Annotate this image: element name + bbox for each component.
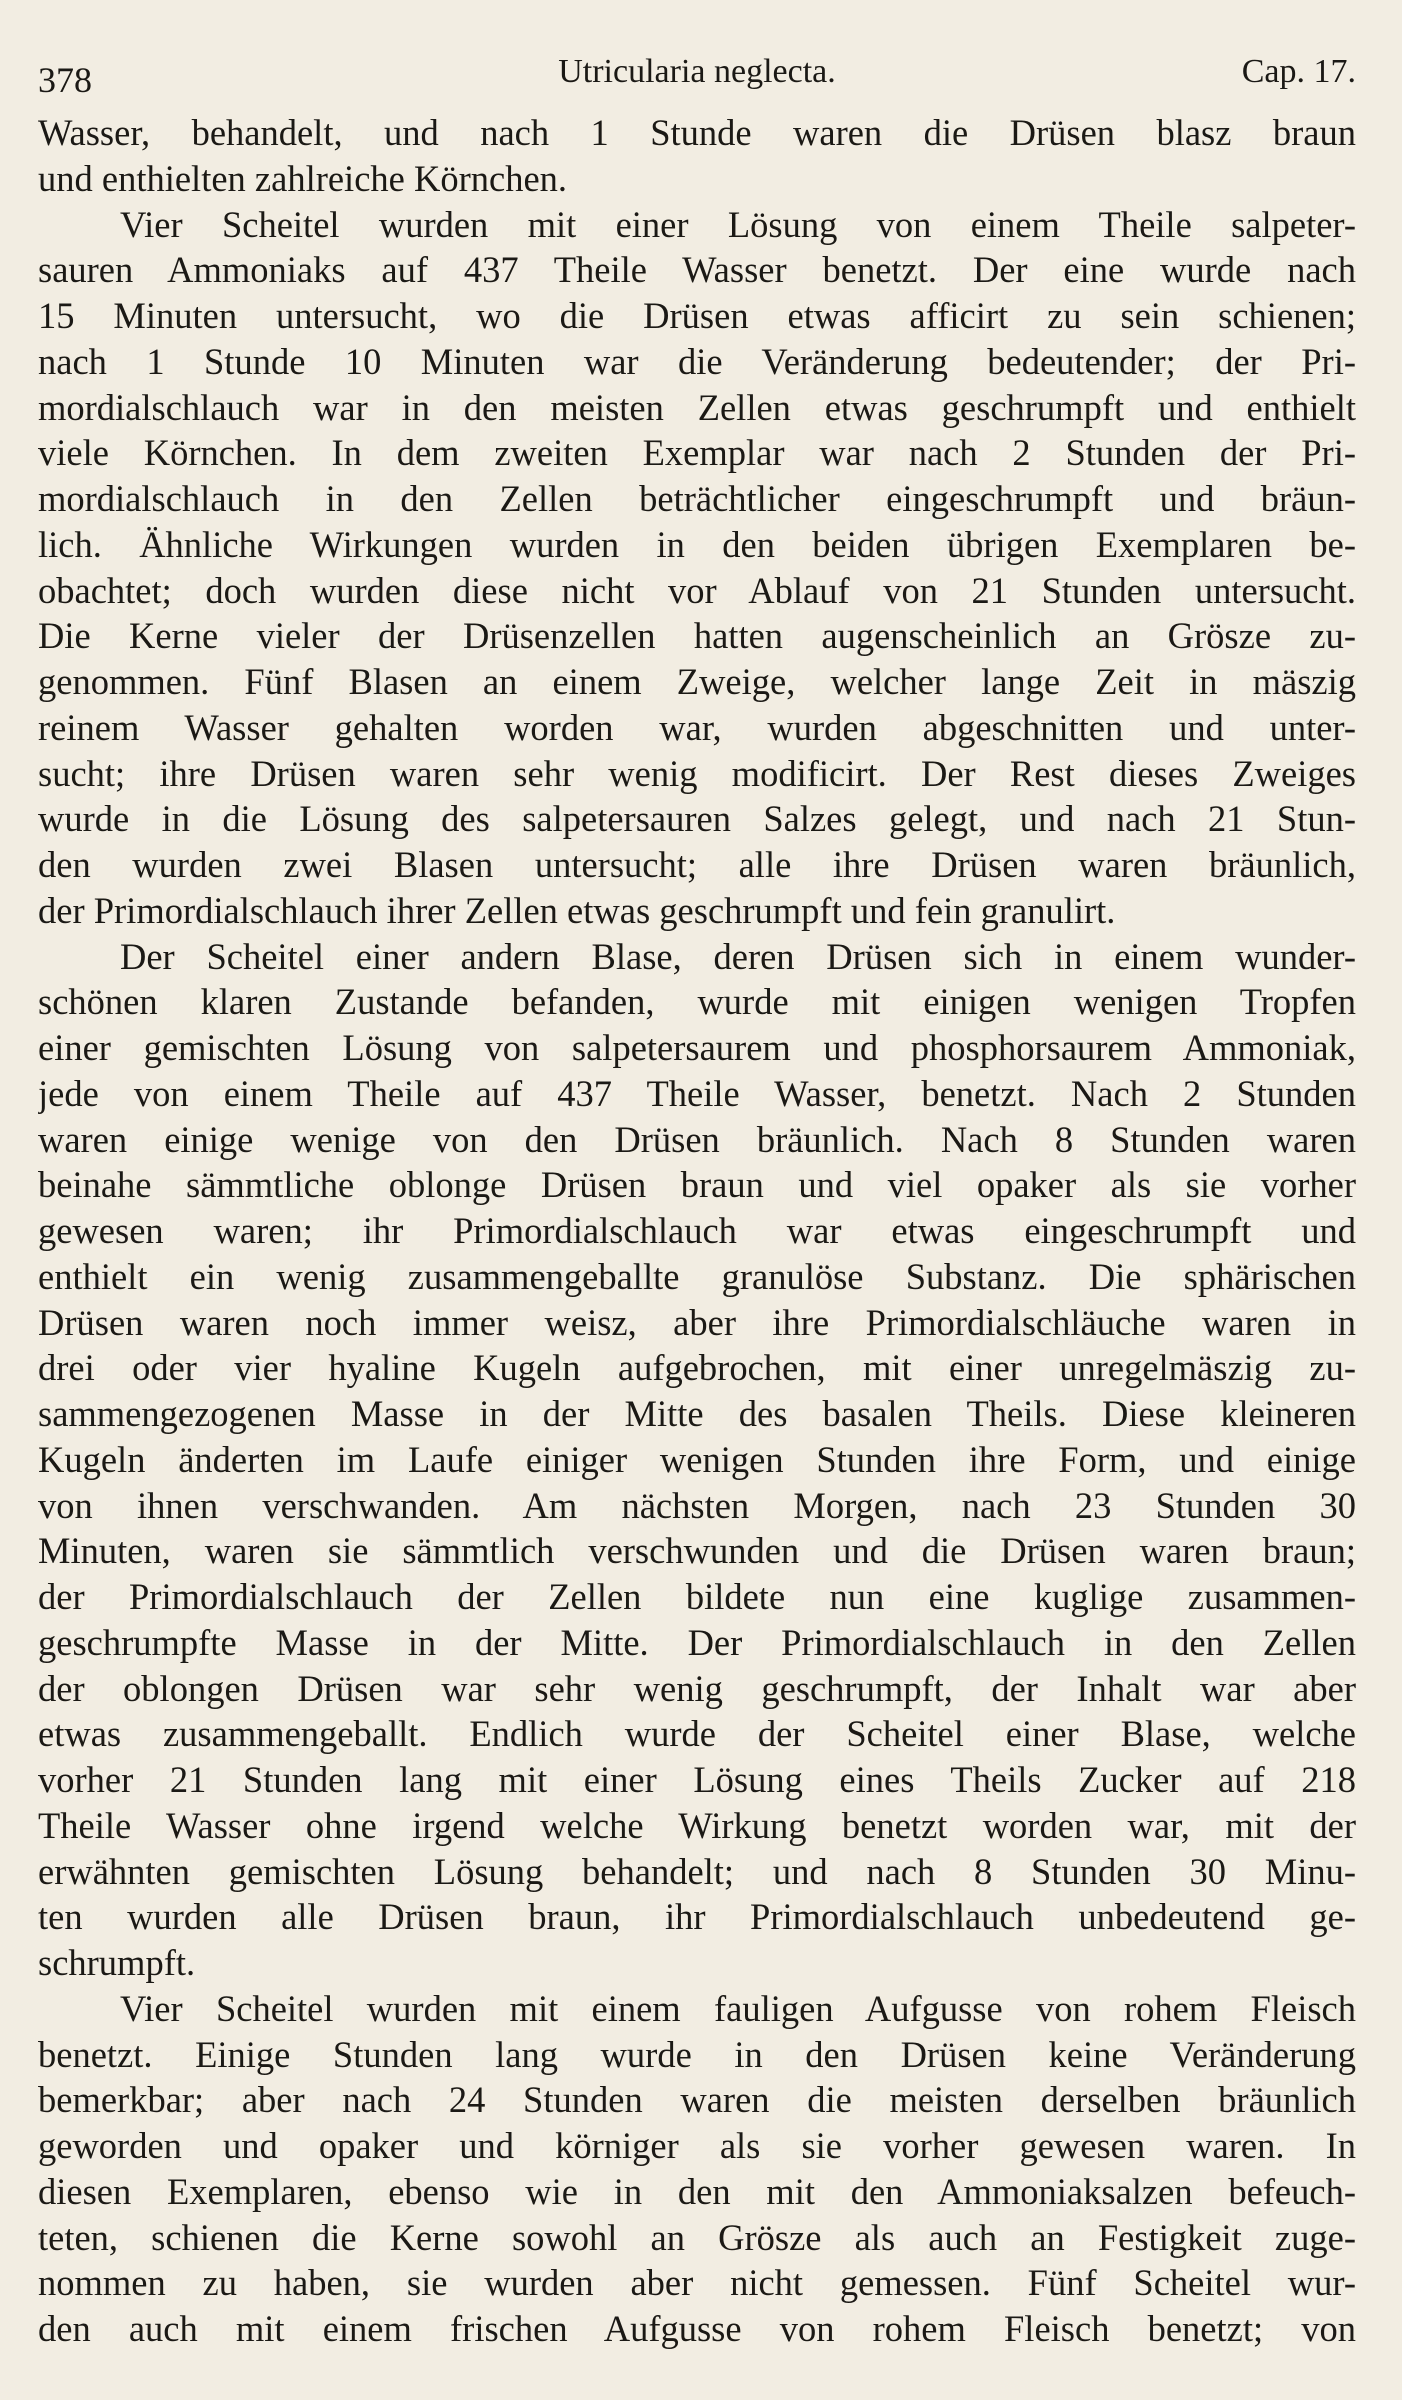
text-line: sammengezogenen Masse in der Mitte des basalen Theils. Diese kleineren — [38, 1393, 1356, 1434]
text-line: Vier Scheitel wurden mit einem fauligen Aufgusse von rohem Fleisch — [120, 1987, 1356, 2029]
text-line: Kugeln änderten im Laufe einiger wenigen Stunden ihre Form, und einige — [38, 1438, 1356, 1480]
text-line: beinahe sämmtliche oblonge Drüsen braun und viel opaker als sie vorher — [38, 1164, 1356, 1206]
text-line: schönen klaren Zustande befanden, wurde mit einigen wenigen Tropfen — [38, 981, 1356, 1023]
text-line: nommen zu haben, sie wurden aber nicht gemessen. Fünf Scheitel wur- — [38, 2262, 1356, 2304]
text-line: gewesen waren; ihr Primordialschlauch war etwas eingeschrumpft und — [38, 1210, 1356, 1251]
text-line: sauren Ammoniaks auf 437 Theile Wasser benetzt. Der eine wurde nach — [38, 249, 1356, 291]
text-line: geworden und opaker und körniger als sie vorher gewesen waren. In — [38, 2125, 1356, 2166]
text-line: lich. Ähnliche Wirkungen wurden in den beiden übrigen Exemplaren be- — [38, 523, 1356, 565]
text-line: Theile Wasser ohne irgend welche Wirkung benetzt worden war, mit der — [38, 1804, 1356, 1846]
text-line: mordialschlauch in den Zellen beträchtlicher eingeschrumpft und bräun- — [38, 478, 1356, 519]
page-number: 378 — [38, 60, 92, 100]
body-text — [38, 110, 1356, 2352]
text-line: und enthielten zahlreiche Körnchen. — [38, 157, 568, 199]
text-line: Die Kerne vieler der Drüsenzellen hatten augenscheinlich an Grösze zu- — [38, 615, 1356, 657]
text-line: geschrumpfte Masse in der Mitte. Der Primordialschlauch in den Zellen — [38, 1621, 1356, 1663]
text-line: Vier Scheitel wurden mit einer Lösung von einem Theile salpeter- — [120, 203, 1356, 245]
running-title: Utricularia neglecta. — [558, 53, 836, 90]
text-line: bemerkbar; aber nach 24 Stunden waren die meisten derselben bräunlich — [38, 2079, 1356, 2121]
page-header — [38, 48, 1356, 110]
text-line: genommen. Fünf Blasen an einem Zweige, welcher lange Zeit in mäszig — [38, 661, 1356, 702]
text-line: drei oder vier hyaline Kugeln aufgebrochen, mit einer unregelmäszig zu- — [38, 1347, 1356, 1389]
text-line: wurde in die Lösung des salpetersauren Salzes gelegt, und nach 21 Stun- — [38, 798, 1356, 840]
text-line: jede von einem Theile auf 437 Theile Wasser, benetzt. Nach 2 Stunden — [38, 1072, 1356, 1114]
text-line: viele Körnchen. In dem zweiten Exemplar war nach 2 Stunden der Pri- — [38, 432, 1356, 474]
text-line: den wurden zwei Blasen untersucht; alle ihre Drüsen waren bräunlich, — [38, 844, 1356, 885]
text-line: diesen Exemplaren, ebenso wie in den mit den Ammoniaksalzen befeuch- — [38, 2170, 1356, 2212]
text-line: von ihnen verschwanden. Am nächsten Morgen, nach 23 Stunden 30 — [38, 1484, 1356, 1526]
text-line: reinem Wasser gehalten worden war, wurden abgeschnitten und unter- — [38, 706, 1356, 748]
text-line: einer gemischten Lösung von salpetersaurem und phosphorsaurem Ammoniak, — [38, 1027, 1356, 1068]
text-line: Drüsen waren noch immer weisz, aber ihre Primordialschläuche waren in — [38, 1301, 1356, 1343]
text-line: erwähnten gemischten Lösung behandelt; und nach 8 Stunden 30 Minu- — [38, 1850, 1356, 1892]
text-line: benetzt. Einige Stunden lang wurde in den Drüsen keine Veränderung — [38, 2033, 1356, 2075]
text-line: enthielt ein wenig zusammengeballte granulöse Substanz. Die sphärischen — [38, 1255, 1356, 1297]
text-line: der Primordialschlauch ihrer Zellen etwas geschrumpft und fein granulirt. — [38, 889, 1116, 931]
text-line: waren einige wenige von den Drüsen bräunlich. Nach 8 Stunden waren — [38, 1118, 1356, 1160]
text-line: nach 1 Stunde 10 Minuten war die Veränderung bedeutender; der Pri- — [38, 340, 1356, 382]
text-line: Der Scheitel einer andern Blase, deren Drüsen sich in einem wunder- — [120, 935, 1356, 977]
text-line: sucht; ihre Drüsen waren sehr wenig modificirt. Der Rest dieses Zweiges — [38, 752, 1356, 794]
text-line: Minuten, waren sie sämmtlich verschwunden und die Drüsen waren braun; — [38, 1530, 1356, 1572]
text-line: mordialschlauch war in den meisten Zellen etwas geschrumpft und enthielt — [38, 386, 1356, 428]
text-line: den auch mit einem frischen Aufgusse von rohem Fleisch benetzt; von — [38, 2308, 1356, 2349]
text-line: Wasser, behandelt, und nach 1 Stunde waren die Drüsen blasz braun — [38, 112, 1356, 153]
text-line: ten wurden alle Drüsen braun, ihr Primordialschlauch unbedeutend ge- — [38, 1896, 1356, 1938]
text-line: vorher 21 Stunden lang mit einer Lösung eines Theils Zucker auf 218 — [38, 1759, 1356, 1800]
chapter-label: Cap. 17. — [1241, 53, 1356, 90]
text-line: schrumpft. — [38, 1942, 196, 1983]
text-line: etwas zusammengeballt. Endlich wurde der Scheitel einer Blase, welche — [38, 1713, 1356, 1755]
text-line: obachtet; doch wurden diese nicht vor Ablauf von 21 Stunden untersucht. — [38, 569, 1356, 611]
text-line: 15 Minuten untersucht, wo die Drüsen etwas afficirt zu sein schienen; — [38, 295, 1356, 336]
text-line: der Primordialschlauch der Zellen bildete nun eine kuglige zusammen- — [38, 1576, 1356, 1617]
text-line: teten, schienen die Kerne sowohl an Grösze als auch an Festigkeit zuge- — [38, 2216, 1356, 2258]
text-line: der oblongen Drüsen war sehr wenig geschrumpft, der Inhalt war aber — [38, 1667, 1356, 1709]
